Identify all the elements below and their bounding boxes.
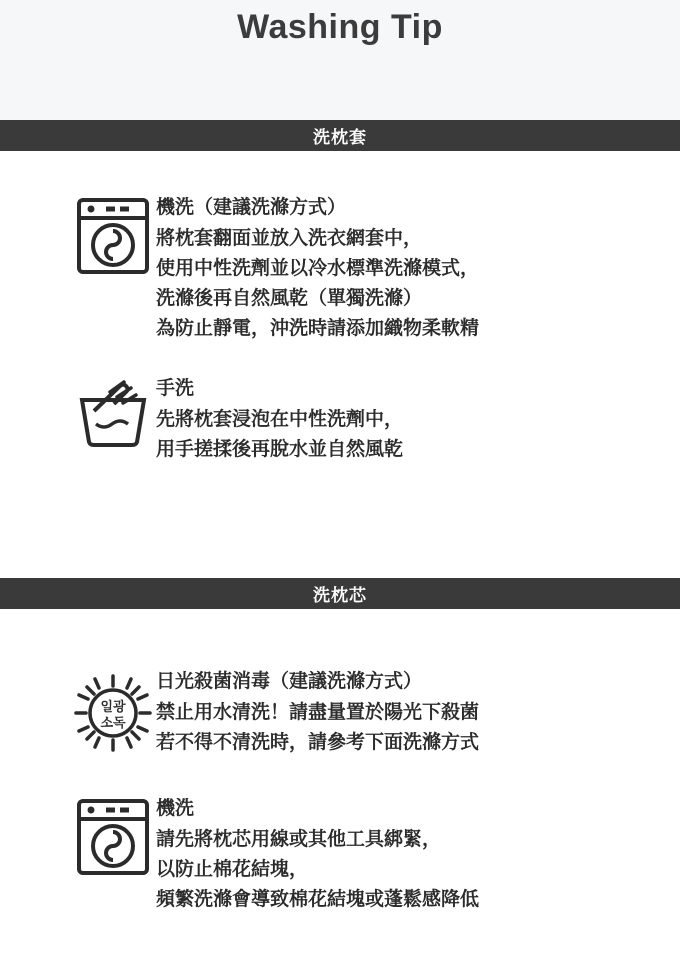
entry-text xyxy=(156,794,680,915)
entry-line: 用手搓揉後再脫水並自然風乾 xyxy=(156,439,404,460)
entry-title: 機洗 xyxy=(156,798,195,819)
entry-line: 請先將枕芯用線或其他工具綁緊， xyxy=(156,829,442,850)
hand-wash-icon xyxy=(70,374,156,448)
entry-line: 洗滌後再自然風乾（單獨洗滌） xyxy=(156,288,423,309)
washing-machine-icon xyxy=(70,794,156,876)
entry-line: 禁止用水清洗！請盡量置於陽光下殺菌 xyxy=(156,702,480,723)
entry-line: 以防止棉花結塊， xyxy=(156,859,309,880)
section-panel-pillowcase xyxy=(0,151,680,578)
page-title: Washing Tip xyxy=(237,8,443,46)
washing-machine-icon xyxy=(70,193,156,275)
entry-hand-wash-pillowcase xyxy=(0,374,680,465)
entry-line: 若不得不清洗時，請參考下面洗滌方式 xyxy=(156,732,480,753)
title-block xyxy=(0,0,680,120)
entry-title: 日光殺菌消毒（建議洗滌方式） xyxy=(156,671,423,692)
entry-text xyxy=(156,667,680,758)
sun-icon-label-bottom: 소독 xyxy=(100,715,126,730)
section-header-pillow-core xyxy=(0,578,680,609)
entry-line: 為防止靜電，沖洗時請添加織物柔軟精 xyxy=(156,318,480,339)
section-header-pillowcase xyxy=(0,120,680,151)
entry-line: 將枕套翻面並放入洗衣網套中， xyxy=(156,228,423,249)
entry-line: 先將枕套浸泡在中性洗劑中， xyxy=(156,409,404,430)
section-header-label: 洗枕套 xyxy=(313,128,367,147)
entry-text xyxy=(156,374,680,465)
sun-icon-label-top: 일광 xyxy=(100,699,126,714)
section-header-label: 洗枕芯 xyxy=(313,586,367,605)
entry-machine-wash-pillow-core xyxy=(0,794,680,915)
entry-title: 手洗 xyxy=(156,378,195,399)
entry-sun-disinfect xyxy=(0,667,680,758)
entry-text xyxy=(156,193,680,344)
entry-machine-wash-pillowcase xyxy=(0,193,680,344)
entry-title: 機洗（建議洗滌方式） xyxy=(156,197,347,218)
entry-line: 使用中性洗劑並以冷水標準洗滌模式， xyxy=(156,258,480,279)
entry-line: 頻繁洗滌會導致棉花結塊或蓬鬆感降低 xyxy=(156,889,480,910)
sun-disinfect-icon xyxy=(70,667,156,755)
section-panel-pillow-core xyxy=(0,609,680,966)
